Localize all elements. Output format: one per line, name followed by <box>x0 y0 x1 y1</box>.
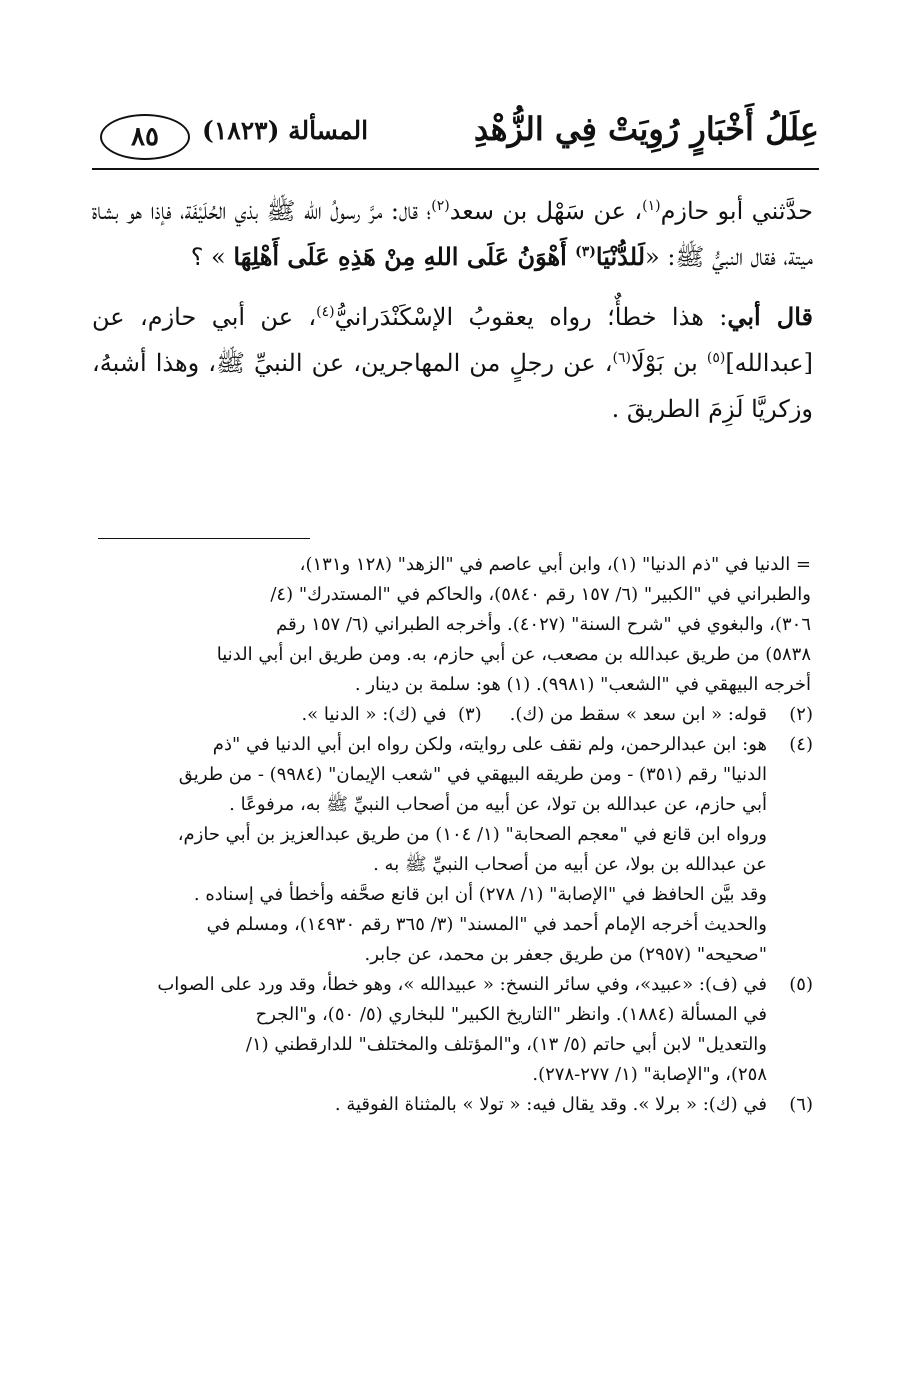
footnote-3-text: في (ك): « الدنيا ». <box>301 704 447 725</box>
footnote-6 <box>90 1090 813 1120</box>
main-text <box>92 188 813 432</box>
hadith-quote-rest: أَهْوَنُ عَلَى اللهِ مِنْ هَذِهِ عَلَى أَهْلِهَا <box>233 242 576 271</box>
footnote-ref-5: (٥) <box>706 350 726 366</box>
issue-label: المسألة (١٨٢٣) <box>202 116 369 145</box>
paragraph-2: قال أبي: هذا خطأٌ؛ رواه يعقوبُ الإسْكَنْدَرانيُّ$^{(٤)}$، عن أبي حازم، عن [عبدالله]$^{(٥)}$ بن بَوْلَا$^{(٦)}$، عن رجلٍ من المهاجرين، عن النبيِّ ﷺ، وهذا أشبهُ، وزكريَّا لَزِمَ الطريقَ . <box>92 302 813 423</box>
page-number-oval <box>100 114 190 160</box>
footnote-ref-3: (٣) <box>575 244 596 260</box>
footnotes <box>90 550 813 1120</box>
footnote-6-text: في (ك): « برلا ». وقد يقال فيه: « تولا » بالمثناة الفوقية . <box>334 1094 767 1115</box>
hadith-quote: لَلدُّنْيَا <box>595 242 646 271</box>
footnote-2-3 <box>90 700 813 730</box>
footnote-number: (٥) <box>789 974 813 995</box>
footnote-continuation: = الدنيا في "ذم الدنيا" (١)، وابن أبي عاصم في "الزهد" (١٢٨ و١٣١)، والطبراني في "الكبير" (٦/ ١٥٧ رقم ٥٨٤٠)، والحاكم في "المستدرك" (٤/ ٣٠٦)، والبغوي في "شرح السنة" (٤٠٢٧). وأخرجه الطبراني (٦/ ١٥٧ رقم ٥٨٣٨) من طريق عبدالله بن مصعب، عن أبي حازم، به. ومن طريق ابن أبي الدنيا أخرجه البيهقي في "الشعب" (٩٩٨١). (١) هو: سلمة بن دينار . <box>216 554 811 695</box>
book-title: عِلَلُ أَخْبَارٍ رُوِيَتْ فِي الزُّهْدِ <box>473 110 819 148</box>
footnote-separator <box>98 538 310 539</box>
footnote-ref-1: (١) <box>642 198 661 214</box>
footnote-ref-6: (٦) <box>612 350 631 366</box>
header-rule <box>92 168 819 170</box>
footnote-ref-4: (٤) <box>316 304 335 320</box>
footnote-5: (٥) في (ف): «عبيد»، وفي سائر النسخ: « عبيدالله »، وهو خطأ، وقد ورد على الصواب في المسألة (١٨٨٤). وانظر "التاريخ الكبير" للبخاري (٥/ ٥٠)، و"الجرح والتعديل" لابن أبي حاتم (٥/ ١٣)، و"المؤتلف والمختلف" للدارقطني (١/ ٢٥٨)، و"الإصابة" (١/ ٢٧٧-٢٧٨). <box>90 970 813 1090</box>
footnote-number: (٦) <box>789 1094 813 1115</box>
footnote-ref-2: (٢) <box>431 198 450 214</box>
speaker-label: قال أبي <box>727 302 813 331</box>
running-header <box>92 108 819 170</box>
footnote-4: (٤) هو: ابن عبدالرحمن، ولم نقف على روايته، ولكن رواه ابن أبي الدنيا في "ذم الدنيا" رقم (٣٥١) - ومن طريقه البيهقي في "شعب الإيمان" (٩٩٨٤) - من طريق أبي حازم، عن عبدالله بن تولا، عن أبيه من أصحاب النبيِّ ﷺ به، مرفوعًا . ورواه ابن قانع في "معجم الصحابة" (١/ ١٠٤) من طريق عبدالعزيز بن أبي حازم، عن عبدالله بن بولا، عن أبيه من أصحاب النبيِّ ﷺ به . وقد بيَّن الحافظ في "الإصابة" (١/ ٢٧٨) أن ابن قانع صحَّفه وأخطأ في إسناده . والحديث أخرجه الإمام أحمد في "المسند" (٣/ ٣٦٥ رقم ١٤٩٣٠)، ومسلم في "صحيحه" (٢٩٥٧) من طريق جعفر بن محمد، عن جابر. <box>90 730 813 970</box>
page-number: ٨٥ <box>131 122 159 152</box>
footnote-number: (٤) <box>789 734 813 755</box>
footnote-number: (٢) <box>789 704 813 725</box>
footnote-3-number: (٣) <box>457 704 482 725</box>
paragraph-1: حدَّثني أبو حازم$^{(١)}$، عن سَهْل بن سعد$^{(٢)}$؛ قال: مرَّ رسولُ الله ﷺ بذي الحُلَيْفَة، فإذا هو بشاة ميتة، فقال النبيُّ ﷺ: «لَلدُّنْيَا$^{(٣)}$ أَهْوَنُ عَلَى اللهِ مِنْ هَذِهِ عَلَى أَهْلِهَا » ؟ <box>92 197 813 271</box>
footnote-2-text: قوله: « ابن سعد » سقط من (ك). <box>509 704 767 725</box>
